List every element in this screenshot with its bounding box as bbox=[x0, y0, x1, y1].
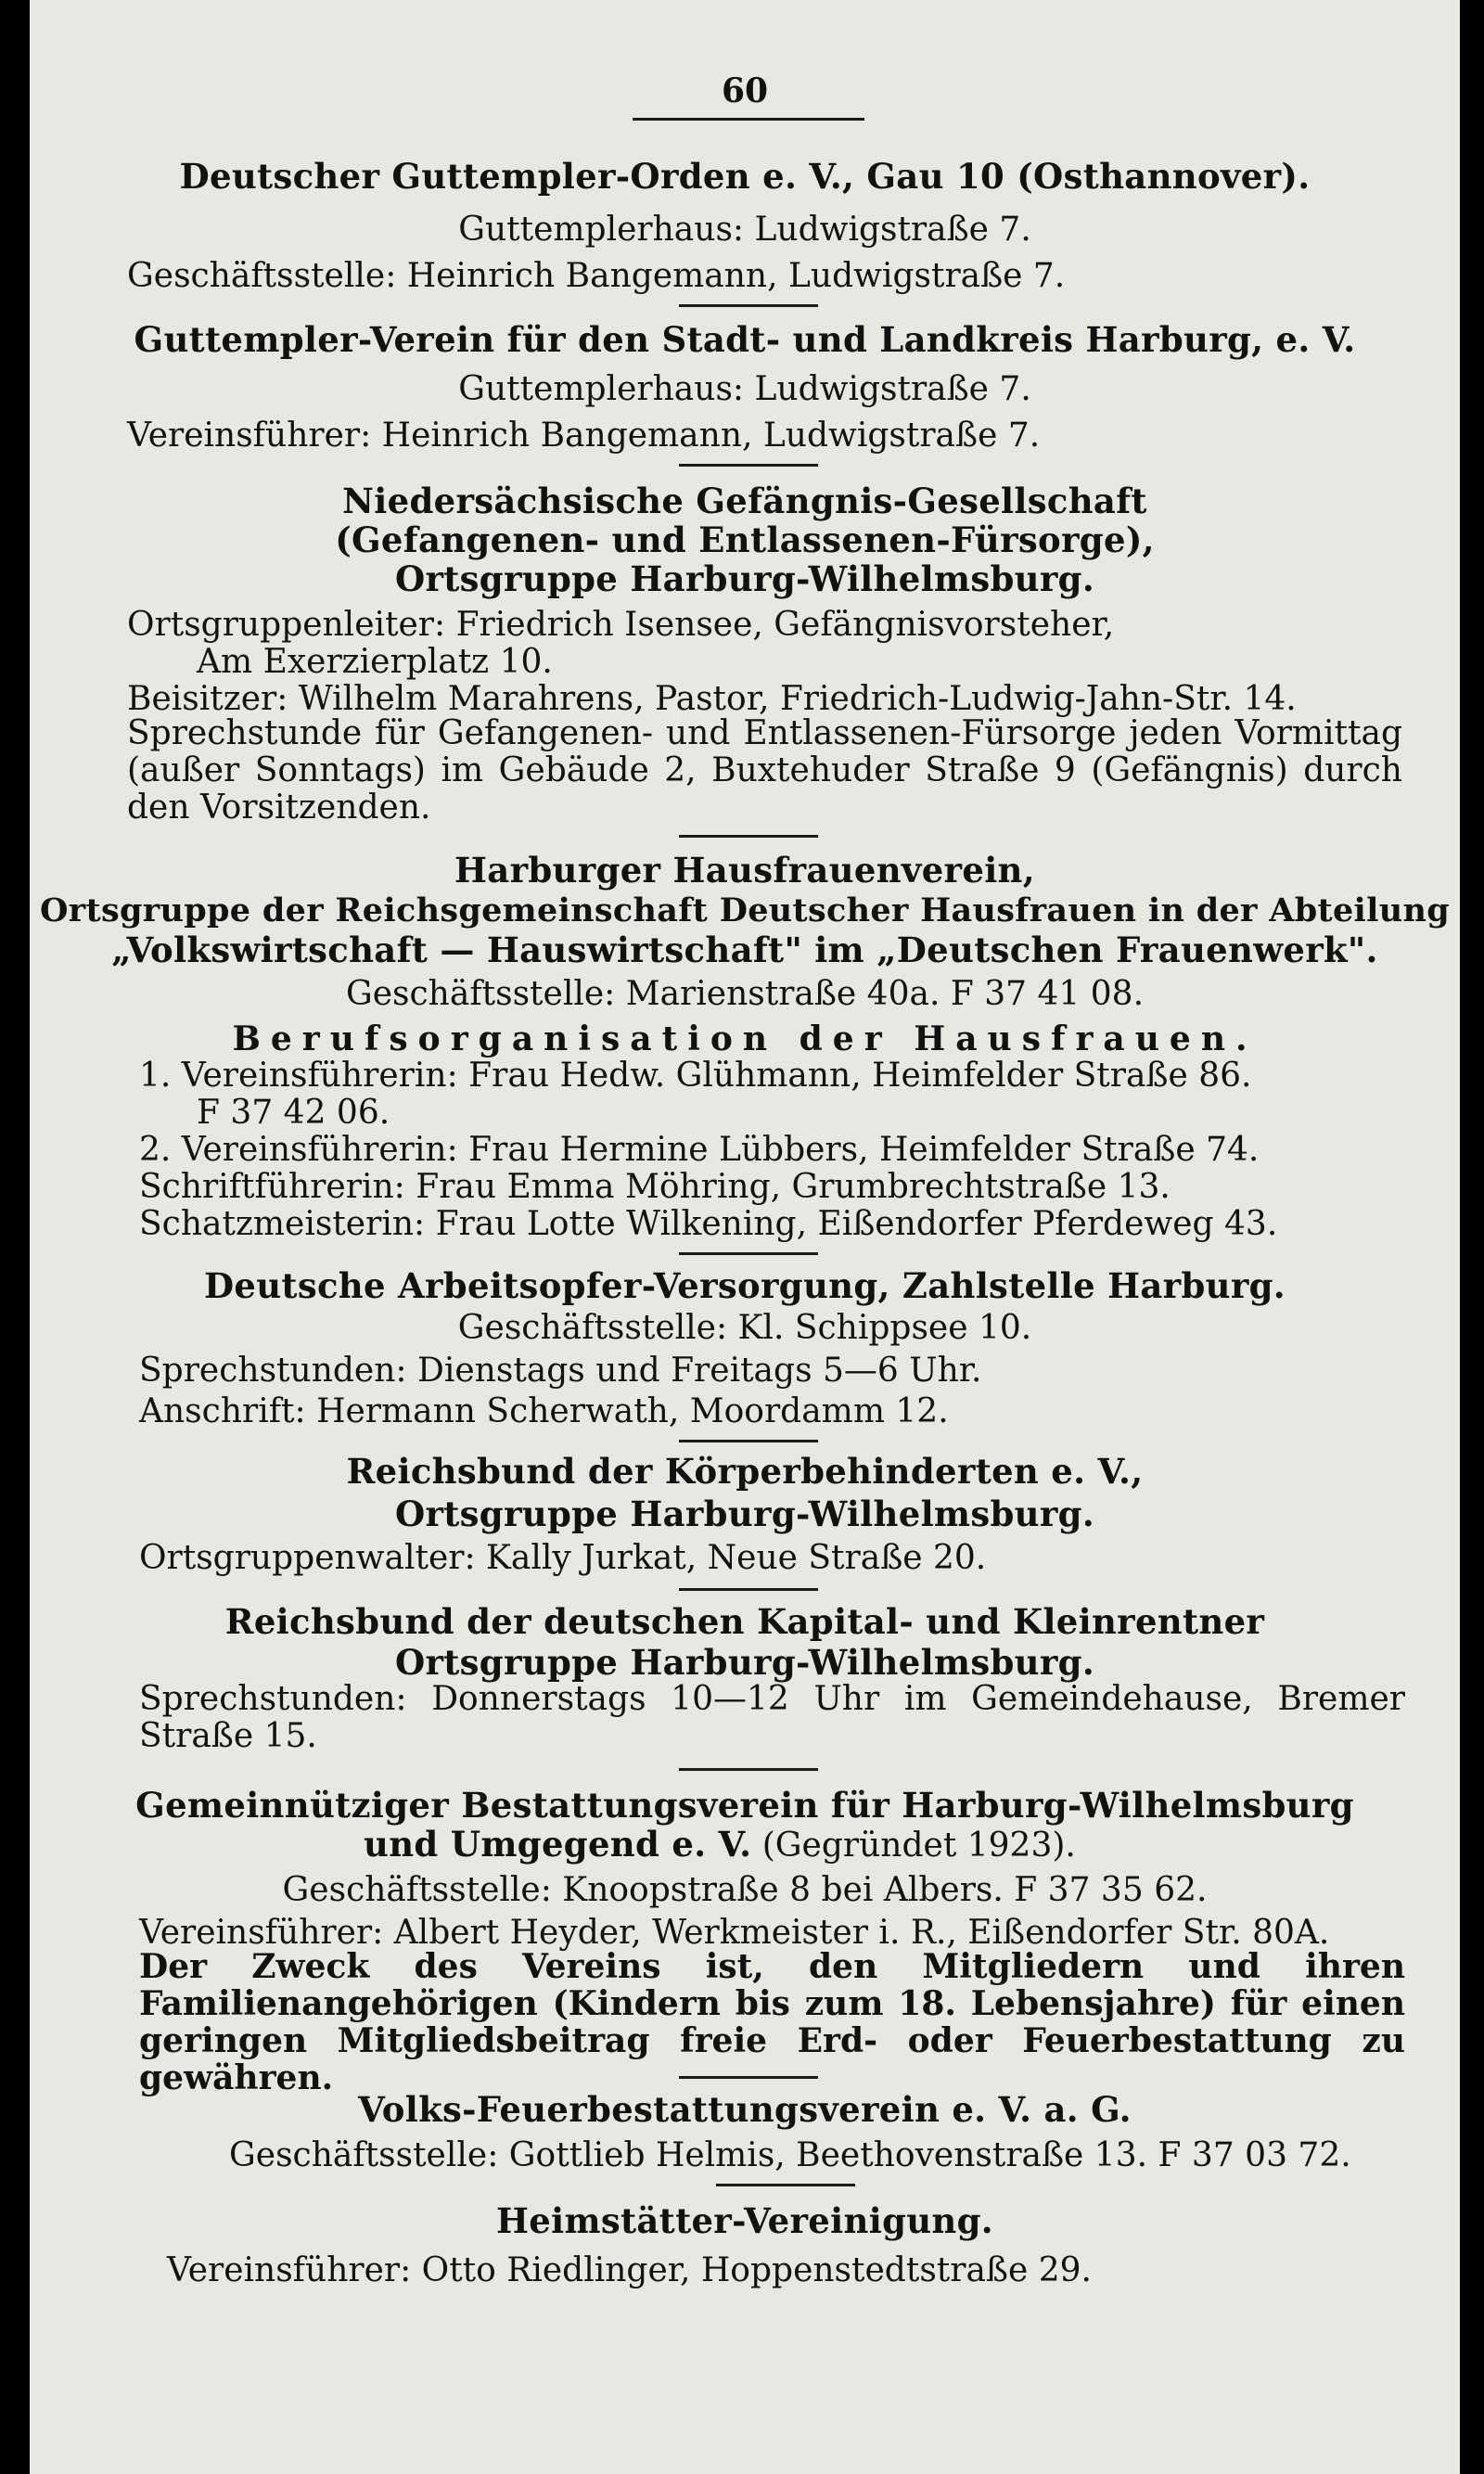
section-heading: Gemeinnütziger Bestattungsverein für Harburg-Wilhelmsburg bbox=[135, 1785, 1354, 1826]
divider-rule bbox=[679, 1768, 818, 1771]
divider-rule bbox=[679, 1440, 818, 1442]
section-heading: Heimstätter-Vereinigung. bbox=[495, 2200, 993, 2241]
section-heading: Deutsche Arbeitsopfer-Versorgung, Zahlstelle Harburg. bbox=[204, 1265, 1286, 1306]
contact-line: Vereinsführer: Otto Riedlinger, Hoppenstedtstraße 29. bbox=[167, 2251, 1092, 2289]
section-heading: (Gefangenen- und Entlassenen-Fürsorge), bbox=[335, 519, 1155, 560]
divider-rule bbox=[679, 835, 818, 838]
contact-line: Schriftführerin: Frau Emma Möhring, Grumbrechtstraße 13. bbox=[139, 1168, 1171, 1206]
address-line: Geschäftsstelle: Kl. Schippsee 10. bbox=[457, 1309, 1032, 1347]
section-heading: „Volkswirtschaft — Hauswirtschaft" im „Deutschen Frauenwerk". bbox=[111, 929, 1378, 970]
divider-rule bbox=[679, 1588, 818, 1591]
address-line: Geschäftsstelle: Marienstraße 40a. F 37 41 08. bbox=[345, 975, 1145, 1013]
section-heading: und Umgegend e. V. bbox=[364, 1824, 752, 1865]
section-heading-line bbox=[364, 1824, 1076, 1865]
contact-line: Schatzmeisterin: Frau Lotte Wilkening, Eißendorfer Pferdeweg 43. bbox=[139, 1205, 1278, 1243]
contact-line: Am Exerzierplatz 10. bbox=[197, 643, 553, 681]
sub-heading: Berufsorganisation der Hausfrauen. bbox=[232, 1019, 1258, 1058]
contact-line: 2. Vereinsführerin: Frau Hermine Lübbers, Heimfelder Straße 74. bbox=[139, 1131, 1260, 1169]
address-line: Guttemplerhaus: Ludwigstraße 7. bbox=[458, 370, 1031, 408]
document-page bbox=[30, 0, 1460, 2474]
info-paragraph: Der Zweck des Vereins ist, den Mitgliedern und ihren Familienangehörigen (Kindern bis zum 18. Lebensjahre) für einen geringen Mitgliedsbeitrag freie Erd- oder Feuerbestattung zu gewähren. bbox=[139, 1947, 1405, 2097]
divider-rule bbox=[716, 2184, 855, 2186]
address-line: Geschäftsstelle: Knoopstraße 8 bei Albers. F 37 35 62. bbox=[282, 1871, 1208, 1909]
section-heading: Guttempler-Verein für den Stadt- und Landkreis Harburg, e. V. bbox=[134, 319, 1356, 360]
section-heading: Reichsbund der Körperbehinderten e. V., bbox=[346, 1451, 1144, 1492]
section-heading: Niedersächsische Gefängnis-Gesellschaft bbox=[342, 481, 1147, 521]
address-line: Guttemplerhaus: Ludwigstraße 7. bbox=[458, 211, 1031, 249]
divider-rule bbox=[633, 118, 864, 121]
section-heading: Ortsgruppe Harburg-Wilhelmsburg. bbox=[394, 1642, 1095, 1683]
contact-line: 1. Vereinsführerin: Frau Hedw. Glühmann, Heimfelder Straße 86. bbox=[139, 1057, 1252, 1095]
section-heading: Volks-Feuerbestattungsverein e. V. a. G. bbox=[358, 2089, 1132, 2130]
section-heading: Ortsgruppe der Reichsgemeinschaft Deutscher Hausfrauen in der Abteilung bbox=[40, 891, 1450, 929]
divider-rule bbox=[679, 304, 818, 307]
contact-line: Beisitzer: Wilhelm Marahrens, Pastor, Friedrich-Ludwig-Jahn-Str. 14. bbox=[127, 680, 1297, 718]
contact-line: Geschäftsstelle: Gottlieb Helmis, Beethovenstraße 13. F 37 03 72. bbox=[229, 2136, 1351, 2174]
contact-line: Ortsgruppenleiter: Friedrich Isensee, Gefängnisvorsteher, bbox=[127, 606, 1115, 644]
contact-line: Ortsgruppenwalter: Kally Jurkat, Neue Straße 20. bbox=[139, 1539, 987, 1577]
divider-rule bbox=[679, 464, 818, 467]
section-heading: Reichsbund der deutschen Kapital- und Kleinrentner bbox=[224, 1601, 1265, 1642]
section-heading: Ortsgruppe Harburg-Wilhelmsburg. bbox=[394, 558, 1095, 599]
page-number: 60 bbox=[721, 71, 769, 110]
contact-line: Geschäftsstelle: Heinrich Bangemann, Ludwigstraße 7. bbox=[127, 257, 1066, 295]
contact-line: Vereinsführer: Heinrich Bangemann, Ludwigstraße 7. bbox=[127, 417, 1041, 455]
contact-line: Sprechstunden: Dienstags und Freitags 5—6 Uhr. bbox=[139, 1352, 982, 1390]
section-heading: Ortsgruppe Harburg-Wilhelmsburg. bbox=[394, 1493, 1095, 1534]
divider-rule bbox=[679, 1252, 818, 1255]
founding-note: (Gegründet 1923). bbox=[761, 1827, 1076, 1865]
contact-line: Anschrift: Hermann Scherwath, Moordamm 12. bbox=[139, 1392, 949, 1430]
info-paragraph: Sprechstunden: Donnerstags 10—12 Uhr im Gemeindehause, Bremer Straße 15. bbox=[139, 1680, 1405, 1755]
info-paragraph: Sprechstunde für Gefangenen- und Entlassenen-Fürsorge jeden Vormittag (außer Sonntags) im Gebäude 2, Buxtehuder Straße 9 (Gefängnis) durch den Vorsitzenden. bbox=[127, 714, 1402, 827]
section-heading: Harburger Hausfrauenverein, bbox=[454, 850, 1035, 891]
contact-line: F 37 42 06. bbox=[197, 1094, 390, 1132]
contact-line: Vereinsführer: Albert Heyder, Werkmeister i. R., Eißendorfer Str. 80A. bbox=[139, 1914, 1330, 1952]
divider-rule bbox=[679, 2076, 818, 2079]
section-heading: Deutscher Guttempler-Orden e. V., Gau 10 (Osthannover). bbox=[179, 156, 1311, 197]
